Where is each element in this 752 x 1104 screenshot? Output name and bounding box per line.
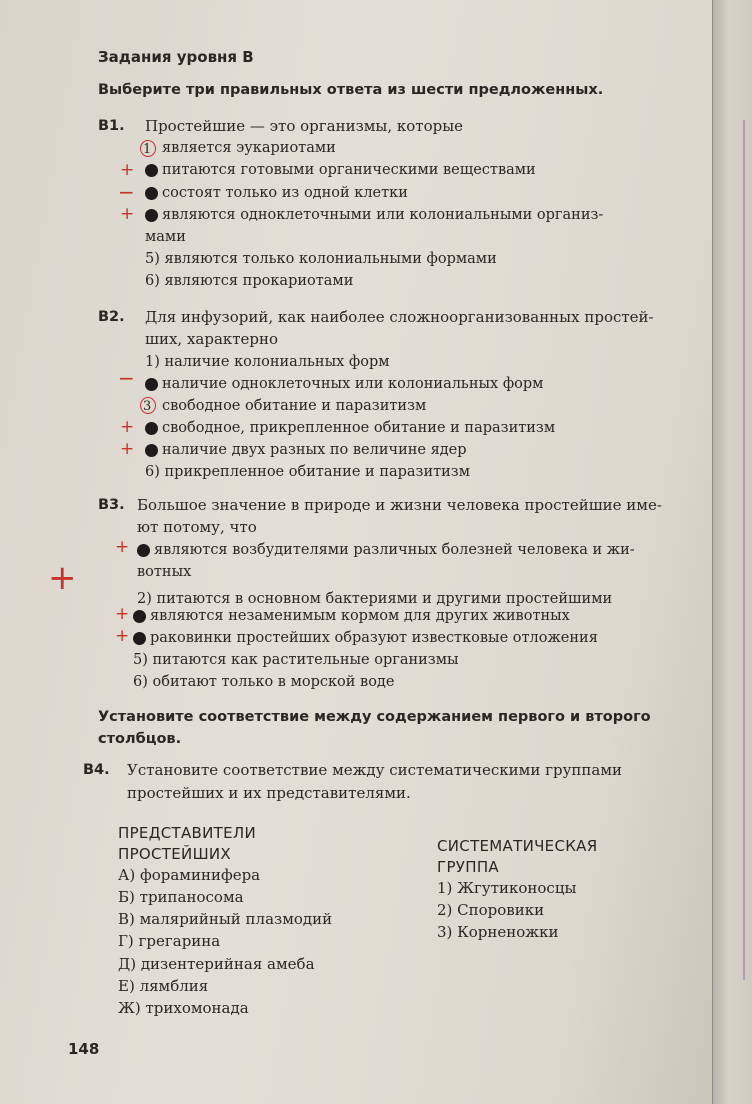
filled-answer-dot: [145, 444, 158, 457]
answer-option: 2) питаются в основном бактериями и другими простейшими: [137, 591, 613, 607]
question-number: В3.: [98, 497, 125, 513]
match-instruction: Установите соответствие между содержанием первого и второго столбцов.: [98, 709, 651, 747]
section-title: Задания уровня В: [98, 48, 254, 66]
circled-answer-number: 1: [143, 142, 152, 157]
margin-line: [743, 120, 745, 980]
answer-option: 6) обитают только в морской воде: [133, 674, 395, 690]
filled-answer-dot: [145, 422, 158, 435]
group-item: 1) Жгутиконосцы: [437, 879, 577, 897]
answer-option-continued: вотных: [137, 564, 192, 580]
right-column-header: СИСТЕМАТИЧЕСКАЯ ГРУППА: [437, 837, 598, 876]
big-red-plus-mark: +: [48, 558, 77, 598]
filled-answer-dot: [145, 378, 158, 391]
question-stem: ших, характерно: [145, 330, 279, 348]
group-item: 2) Споровики: [437, 901, 545, 919]
representative-item: Г) грегарина: [118, 932, 221, 950]
answer-option: состоят только из одной клетки: [162, 185, 408, 201]
question-stem: Простейшие — это организмы, которые: [145, 117, 464, 135]
answer-option: 5) являются только колониальными формами: [145, 251, 497, 267]
red-plus-mark: +: [115, 537, 130, 557]
representative-item: В) малярийный плазмодий: [118, 910, 333, 928]
representative-item: Е) лямблия: [118, 977, 209, 995]
minus-mark: −: [118, 366, 135, 390]
question-number: В4.: [83, 762, 110, 778]
filled-answer-dot: [133, 610, 146, 623]
circled-answer-number: 3: [143, 399, 152, 414]
answer-option: наличие одноклеточных или колониальных форм: [162, 376, 544, 392]
answer-option: 6) прикрепленное обитание и паразитизм: [145, 464, 470, 480]
filled-answer-dot: [133, 632, 146, 645]
question-stem: Большое значение в природе и жизни человека простейшие име-: [137, 496, 662, 514]
answer-option: свободное обитание и паразитизм: [162, 398, 427, 414]
filled-answer-dot: [145, 209, 158, 222]
red-plus-mark: +: [115, 604, 130, 624]
representative-item: Ж) трихомонада: [118, 999, 249, 1017]
minus-mark: −: [118, 180, 135, 204]
answer-option-continued: мами: [145, 229, 186, 245]
group-item: 3) Корненожки: [437, 923, 559, 941]
filled-answer-dot: [137, 544, 150, 557]
red-plus-mark: +: [115, 626, 130, 646]
adjacent-page-edge: [712, 0, 752, 1104]
instruction: Выберите три правильных ответа из шести предложенных.: [98, 82, 604, 98]
representative-item: А) фораминифера: [118, 866, 261, 884]
answer-option: наличие двух разных по величине ядер: [162, 442, 467, 458]
answer-option: 5) питаются как растительные организмы: [133, 652, 459, 668]
answer-option: раковинки простейших образуют известковые отложения: [150, 630, 598, 646]
question-stem: Для инфузорий, как наиболее сложноорганизованных простей-: [145, 308, 654, 326]
representative-item: Б) трипаносома: [118, 888, 244, 906]
page-number: 148: [68, 1040, 100, 1058]
answer-option: свободное, прикрепленное обитание и паразитизм: [162, 420, 556, 436]
representative-item: Д) дизентерийная амеба: [118, 955, 315, 973]
red-plus-mark: +: [120, 204, 135, 224]
question-stem: ют потому, что: [137, 518, 257, 536]
answer-option: 1) наличие колониальных форм: [145, 354, 390, 370]
question-number: В1.: [98, 118, 125, 134]
answer-option: являются одноклеточными или колониальными организ-: [162, 207, 604, 223]
question-stem: простейших и их представителями.: [127, 784, 411, 802]
answer-option: является эукариотами: [162, 140, 336, 156]
filled-answer-dot: [145, 187, 158, 200]
red-plus-mark: +: [120, 417, 135, 437]
filled-answer-dot: [145, 164, 158, 177]
answer-option: являются возбудителями различных болезней человека и жи-: [154, 542, 635, 558]
red-plus-mark: +: [120, 439, 135, 459]
answer-option: 6) являются прокариотами: [145, 273, 354, 289]
answer-option: питаются готовыми органическими веществами: [162, 162, 536, 178]
question-stem: Установите соответствие между систематическими группами: [127, 761, 623, 779]
left-column-header: ПРЕДСТАВИТЕЛИ ПРОСТЕЙШИХ: [118, 824, 256, 863]
red-plus-mark: +: [120, 160, 135, 180]
question-number: В2.: [98, 309, 125, 325]
answer-option: являются незаменимым кормом для других животных: [150, 608, 570, 624]
